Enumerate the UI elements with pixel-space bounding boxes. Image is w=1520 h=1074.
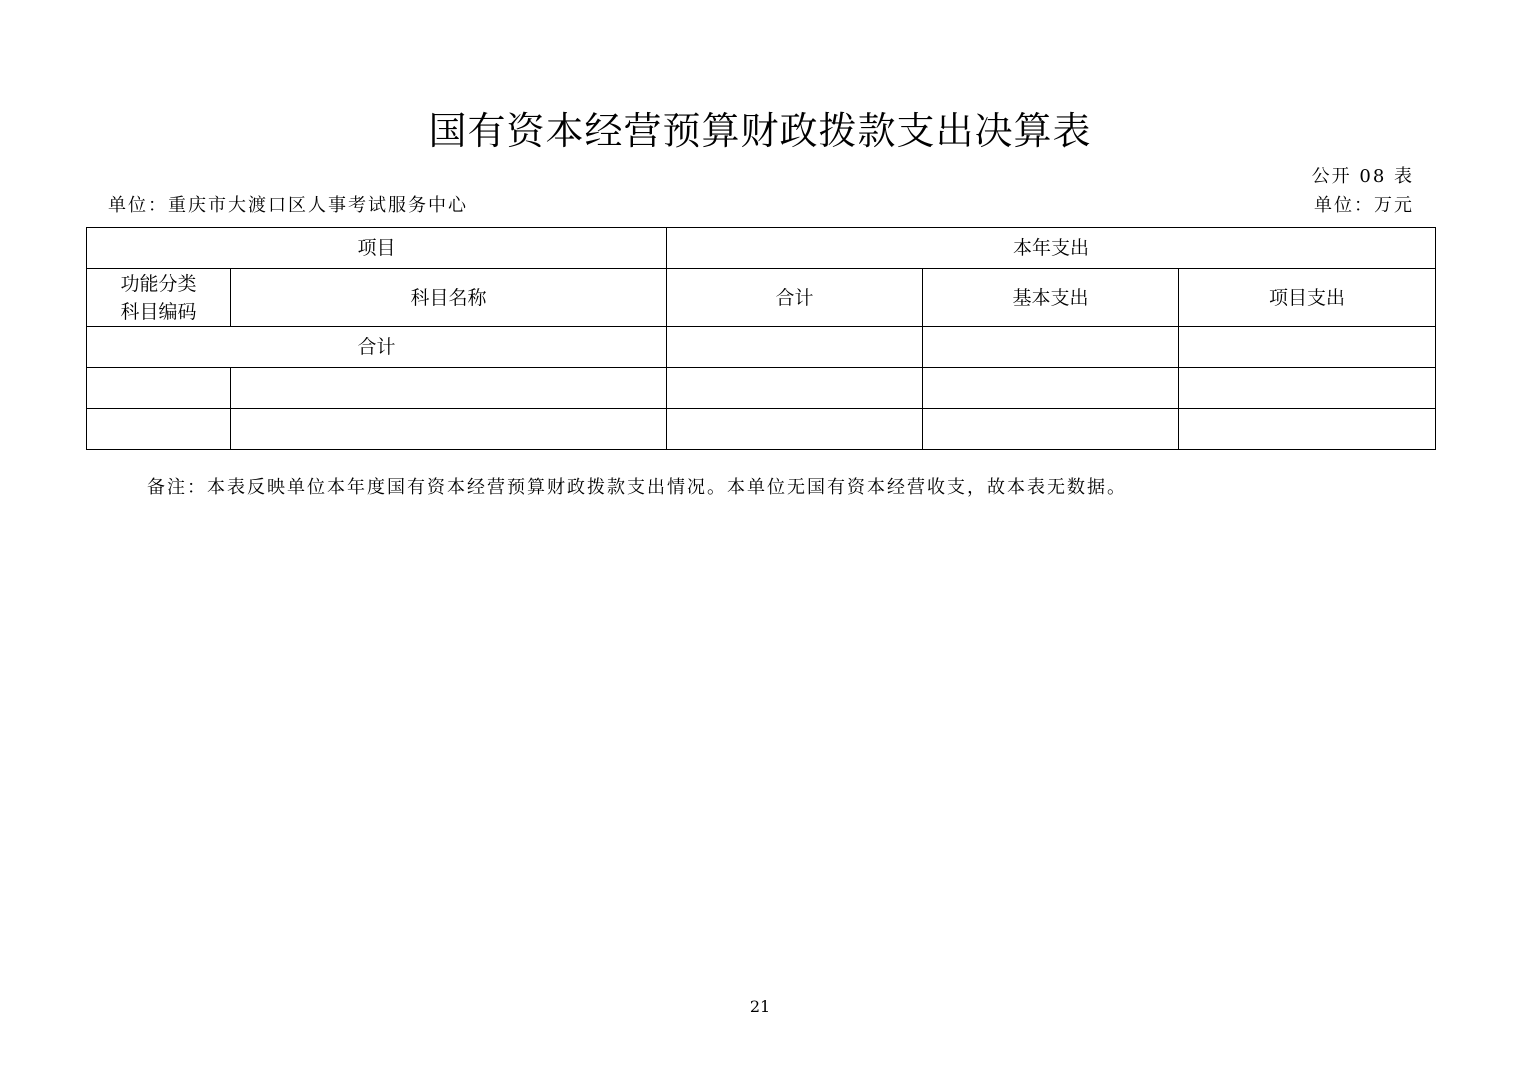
table-subheader-row (87, 269, 1436, 327)
total-row-total (667, 327, 923, 368)
header-code-cell (87, 269, 231, 327)
header-item: 项目 (87, 228, 667, 269)
unit-currency: 单位：万元 (1314, 195, 1414, 216)
expenditure-table (86, 227, 1436, 450)
table-row (87, 409, 1436, 450)
header-total: 合计 (667, 269, 923, 327)
table-cell (87, 368, 231, 409)
table-cell (667, 368, 923, 409)
table-cell (1179, 368, 1436, 409)
table-cell (923, 409, 1179, 450)
total-row-basic (923, 327, 1179, 368)
total-row-project (1179, 327, 1436, 368)
table-cell (231, 409, 667, 450)
table-cell (923, 368, 1179, 409)
header-project: 项目支出 (1179, 269, 1436, 327)
total-row-label: 合计 (87, 327, 667, 368)
table-header-row (87, 228, 1436, 269)
header-code-line2: 科目编码 (120, 300, 197, 323)
page-number: 21 (749, 997, 771, 1016)
table-cell (667, 409, 923, 450)
table-note: 备注：本表反映单位本年度国有资本经营预算财政拨款支出情况。本单位无国有资本经营收支，故本表无数据。 (147, 477, 1127, 498)
table-cell (1179, 409, 1436, 450)
unit-organization: 单位：重庆市大渡口区人事考试服务中心 (108, 195, 468, 216)
table-cell (87, 409, 231, 450)
header-code-line1: 功能分类 (120, 272, 197, 295)
table-total-row (87, 327, 1436, 368)
table-row (87, 368, 1436, 409)
header-basic: 基本支出 (923, 269, 1179, 327)
header-current-year: 本年支出 (667, 228, 1436, 269)
table-cell (231, 368, 667, 409)
header-name: 科目名称 (231, 269, 667, 327)
page-title: 国有资本经营预算财政拨款支出决算表 (428, 109, 1092, 153)
form-number: 公开 08 表 (1311, 166, 1414, 187)
